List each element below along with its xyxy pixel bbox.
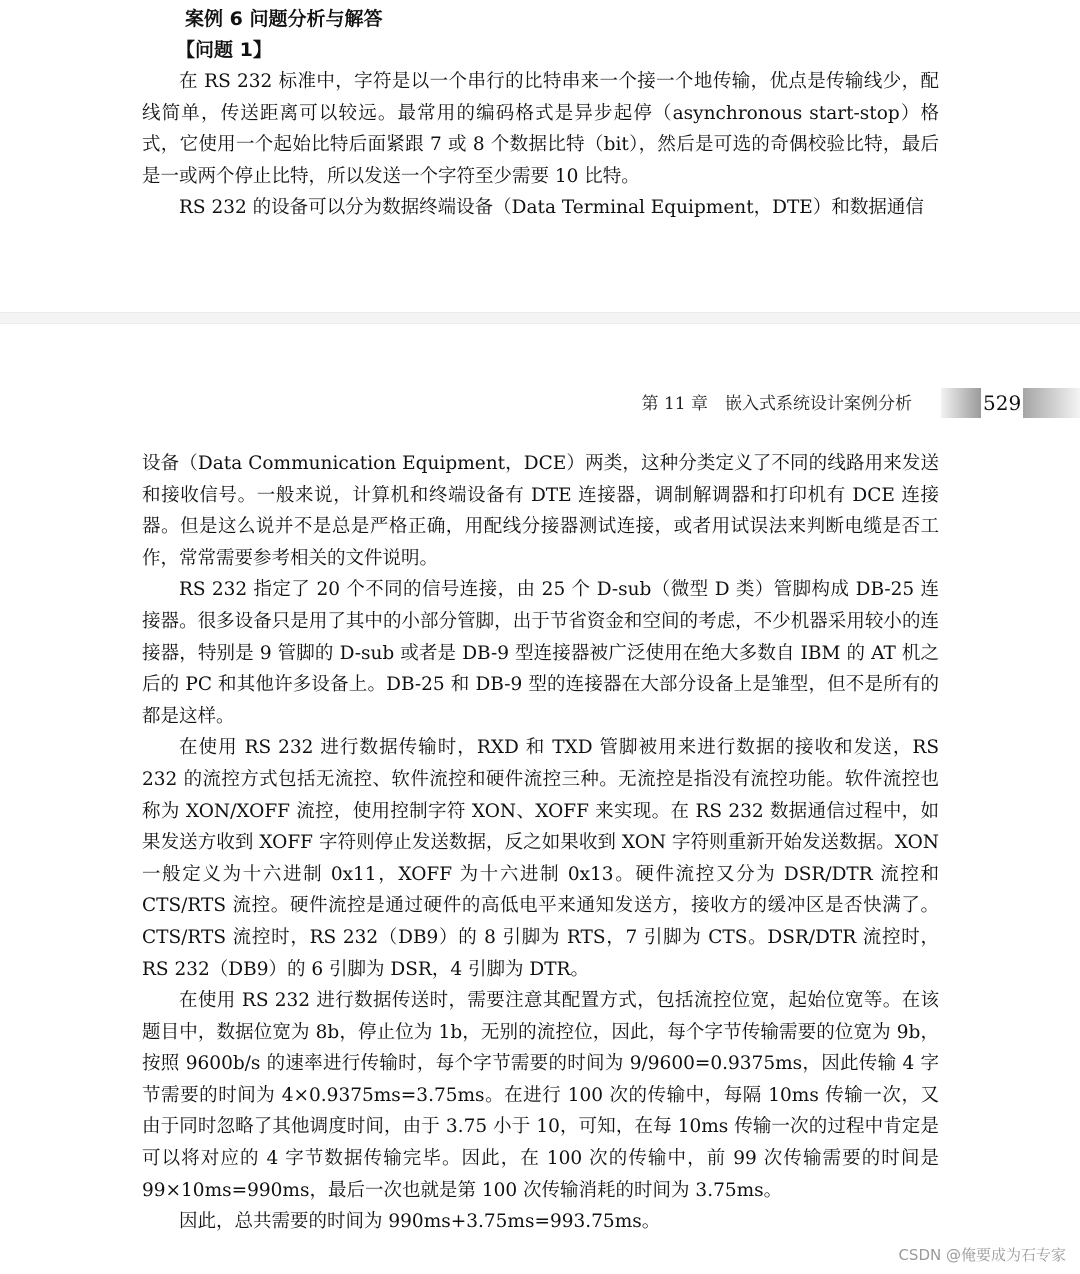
header-tab-left	[941, 388, 981, 418]
section-title: 案例 6 问题分析与解答	[185, 8, 383, 30]
question-label: 【问题 1】	[176, 39, 272, 61]
paragraph: 在使用 RS 232 进行数据传送时，需要注意其配置方式，包括流控位宽，起始位宽等。在该题目中，数据位宽为 8b，停止位为 1b，无别的流控位，因此，每个字节传输需要的位宽为 9b，按照 9600b/s 的速率进行传输时，每个字节需要的时间为 9/9600=0.9375ms，因此传输 4 字节需要的时间为 4×0.9375ms=3.75ms。在进行 100 次的传输中，每隔 10ms 传输一次，又由于同时忽略了其他调度时间，由于 3.75 小于 10，可知，在每 10ms 传输一次的过程中肯定是可以将对应的 4 字节数据传输完毕。因此，在 100 次的传输中，前 99 次传输需要的时间是 99×10ms=990ms，最后一次也就是第 100 次传输消耗的时间为 3.75ms。	[142, 990, 939, 1201]
top-text-block	[142, 66, 939, 224]
paragraph: 因此，总共需要的时间为 990ms+3.75ms=993.75ms。	[179, 1211, 661, 1233]
bottom-page	[0, 322, 1080, 1274]
chapter-header: 第 11 章 嵌入式系统设计案例分析	[641, 394, 912, 414]
paragraph: RS 232 的设备可以分为数据终端设备（Data Terminal Equipment，DTE）和数据通信	[179, 197, 924, 219]
page-number: 529	[983, 391, 1022, 415]
top-page	[0, 0, 1080, 312]
paragraph: 在 RS 232 标准中，字符是以一个串行的比特串来一个接一个地传输，优点是传输线少，配线简单，传送距离可以较远。最常用的编码格式是异步起停（asynchronous start-stop）格式，它使用一个起始比特后面紧跟 7 或 8 个数据比特（bit），然后是可选的奇偶校验比特，最后是一或两个停止比特，所以发送一个字符至少需要 10 比特。	[142, 71, 939, 187]
paragraph: 设备（Data Communication Equipment，DCE）两类，这种分类定义了不同的线路用来发送和接收信号。一般来说，计算机和终端设备有 DTE 连接器，调制解调器和打印机有 DCE 连接器。但是这么说并不是总是严格正确，用配线分接器测试连接，或者用试误法来判断电缆是否工作，常常需要参考相关的文件说明。	[142, 453, 939, 569]
header-tab-right	[1023, 388, 1080, 418]
watermark: CSDN @俺要成为石专家	[898, 1246, 1066, 1264]
running-header	[0, 388, 1080, 420]
paragraph: 在使用 RS 232 进行数据传输时，RXD 和 TXD 管脚被用来进行数据的接收和发送，RS 232 的流控方式包括无流控、软件流控和硬件流控三种。无流控是指没有流控功能。软件流控也称为 XON/XOFF 流控，使用控制字符 XON、XOFF 来实现。在 RS 232 数据通信过程中，如果发送方收到 XOFF 字符则停止发送数据，反之如果收到 XON 字符则重新开始发送数据。XON 一般定义为十六进制 0x11，XOFF 为十六进制 0x13。硬件流控又分为 DSR/DTR 流控和 CTS/RTS 流控。硬件流控是通过硬件的高低电平来通知发送方，接收方的缓冲区是否快满了。CTS/RTS 流控时，RS 232（DB9）的 8 引脚为 RTS，7 引脚为 CTS。DSR/DTR 流控时，RS 232（DB9）的 6 引脚为 DSR，4 引脚为 DTR。	[142, 737, 939, 980]
paragraph: RS 232 指定了 20 个不同的信号连接，由 25 个 D-sub（微型 D 类）管脚构成 DB-25 连接器。很多设备只是用了其中的小部分管脚，出于节省资金和空间的考虑，不少机器采用较小的连接器，特别是 9 管脚的 D-sub 或者是 DB-9 型连接器被广泛使用在绝大多数自 IBM 的 AT 机之后的 PC 和其他许多设备上。DB-25 和 DB-9 型的连接器在大部分设备上是雏型，但不是所有的都是这样。	[142, 579, 939, 727]
bottom-text-block	[142, 448, 939, 1238]
